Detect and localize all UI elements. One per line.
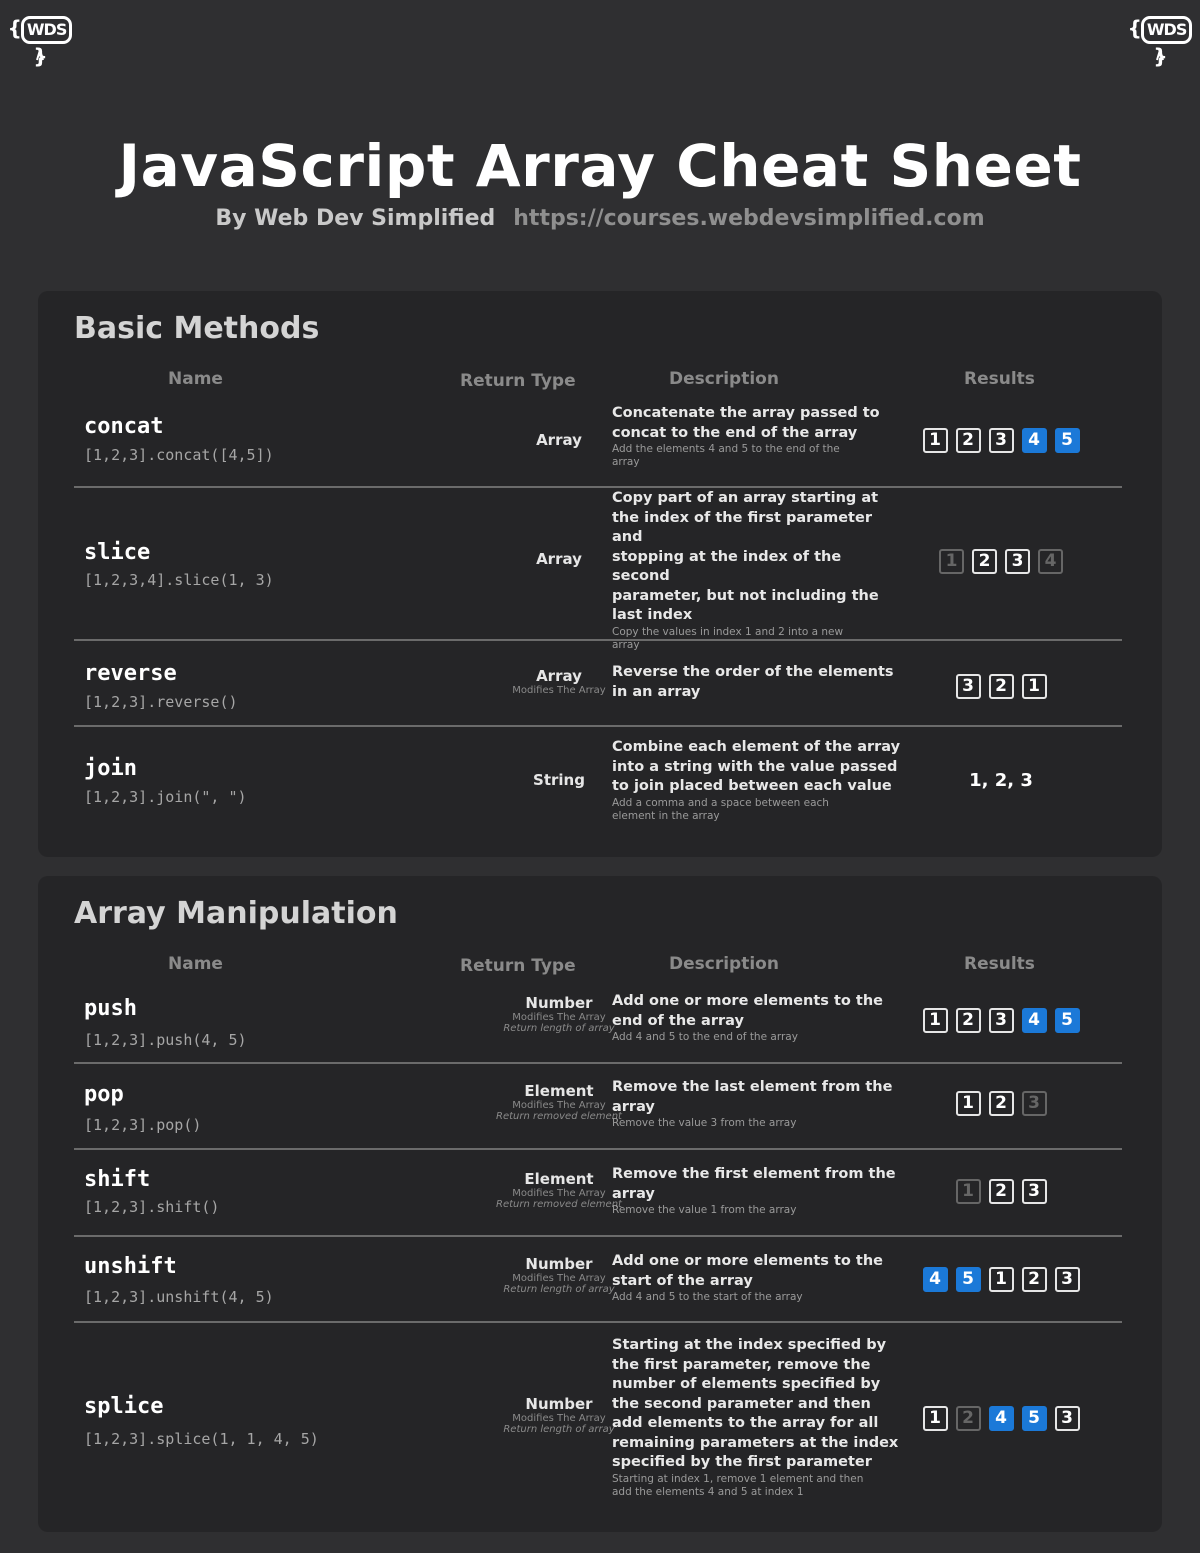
result-cell: 5 [956,1267,981,1292]
description-line: Remove the first element from the [612,1166,896,1182]
result-cell: 4 [923,1267,948,1292]
result-cell: 1 [923,1008,948,1033]
modifies-note: Modifies The Array [512,1012,606,1023]
return-note: Return removed element [496,1199,622,1210]
description-line: Copy part of an array starting at [612,490,879,506]
result-cell: 5 [1055,1008,1080,1033]
byline: By Web Dev Simplified [215,206,496,231]
results [904,1267,1098,1292]
method-name: join [84,756,137,781]
result-cell: 3 [989,428,1014,453]
wds-logo-text: WDS [21,16,72,44]
method-example-code: [1,2,3,4].slice(1, 3) [84,571,274,589]
result-cell: 2 [956,1406,981,1431]
method-row-concat [74,401,1122,488]
return-note: Return removed element [496,1111,622,1122]
return-type-value: Element [524,1082,594,1100]
modifies-note: Modifies The Array [512,685,606,696]
return-type-value: Element [524,1170,594,1188]
return-type-value: String [533,771,585,789]
section-array-manipulation [38,876,1162,1532]
result-cell: 2 [1022,1267,1047,1292]
example-explanation-line: Copy the values in index 1 and 2 into a new [612,625,844,638]
return-note: Return length of array [503,1424,615,1435]
result-cell: 2 [989,1091,1014,1116]
result-cell: 3 [1005,549,1030,574]
description-line: Remove the last element from the [612,1079,893,1095]
result-cell: 4 [1038,549,1063,574]
description-line: number of elements specified by [612,1376,881,1392]
example-explanation-line: Remove the value 1 from the array [612,1204,797,1216]
description [612,663,902,702]
method-name: push [84,996,137,1021]
results [904,428,1098,453]
column-header-results: Results [964,369,1035,389]
wds-logo-text: WDS [1141,16,1192,44]
results [904,1008,1098,1033]
description-line: start of the array [612,1272,753,1289]
results [904,1406,1098,1431]
return-type-value: Number [525,1395,593,1413]
return-note: Return length of array [503,1284,615,1295]
result-cell: 1 [956,1179,981,1204]
result-cell: 3 [1055,1406,1080,1431]
return-type-value: Number [525,1255,593,1273]
result-cell: 2 [956,1008,981,1033]
result-cell: 3 [1022,1091,1047,1116]
column-header-results: Results [964,954,1035,974]
result-cell: 5 [1022,1406,1047,1431]
result-cell: 2 [972,549,997,574]
result-cell: 1 [1022,674,1047,699]
description-line: Reverse the order of the elements [612,664,894,680]
method-row-unshift [74,1239,1122,1323]
description-line: Combine each element of the array [612,739,901,755]
description [612,992,902,1044]
description-line: specified by the first parameter [612,1454,872,1470]
description-line: into a string with the value passed [612,758,898,775]
method-example-code: [1,2,3].shift() [84,1198,220,1216]
description-line: stopping at the index of the second [612,548,842,584]
description-line: the first parameter, remove the [612,1356,871,1373]
method-example-code: [1,2,3].pop() [84,1116,202,1134]
return-type-value: Array [536,667,582,685]
method-row-slice [74,490,1122,651]
result-cell: 3 [956,674,981,699]
method-name: reverse [84,661,177,686]
example-explanation-line: Add 4 and 5 to the end of the array [612,1031,798,1043]
section-basic-methods [38,291,1162,857]
description-line: end of the array [612,1012,744,1029]
method-name: slice [84,540,151,565]
method-example-code: [1,2,3].splice(1, 1, 4, 5) [84,1430,319,1448]
return-type-value: Array [536,431,582,449]
description-line: parameter, but not including the [612,587,879,604]
description-line: concat to the end of the array [612,424,858,441]
method-row-pop [74,1066,1122,1150]
method-name: concat [84,414,164,439]
result-cell: 2 [989,1179,1014,1204]
column-header-return-type: Return Type [460,956,576,976]
wds-logo-icon [1156,48,1164,62]
method-row-push [74,986,1122,1064]
description-line: the second parameter and then [612,1395,871,1412]
result-cell: 4 [1022,1008,1047,1033]
description-line: in an array [612,683,701,700]
result-cell: 3 [1055,1267,1080,1292]
description [612,404,902,469]
description-line: to join placed between each value [612,778,892,794]
modifies-note: Modifies The Array [512,1273,606,1284]
description-line: last index [612,607,693,623]
description-line: Add one or more elements to the [612,993,884,1009]
result-cell: 1 [989,1267,1014,1292]
section-title: Array Manipulation [74,896,398,931]
example-explanation-line: Starting at index 1, remove 1 element and then [612,1472,864,1485]
description [612,489,902,652]
method-name: splice [84,1394,164,1419]
method-example-code: [1,2,3].push(4, 5) [84,1031,247,1049]
results [904,549,1098,574]
example-explanation-line: element in the array [612,809,720,822]
method-example-code: [1,2,3].concat([4,5]) [84,446,274,464]
result-cell: 2 [989,674,1014,699]
results [904,1091,1098,1116]
method-example-code: [1,2,3].unshift(4, 5) [84,1288,274,1306]
column-header-description: Description [669,369,779,389]
description-line: Add one or more elements to the [612,1253,884,1269]
method-name: pop [84,1082,124,1107]
return-type-value: Number [525,994,593,1012]
result-cell: 1 [923,428,948,453]
results [904,674,1098,699]
method-row-join [74,729,1122,829]
description [612,1165,902,1217]
example-explanation-line: array [612,638,640,651]
description-line: add elements to the array for all [612,1415,879,1431]
result-cell: 3 [1022,1179,1047,1204]
modifies-note: Modifies The Array [512,1413,606,1424]
return-type-value: Array [536,550,582,568]
column-header-description: Description [669,954,779,974]
course-link[interactable]: https://courses.webdevsimplified.com [513,206,985,231]
results [904,770,1098,791]
wds-logo-right: { WDS} [1126,12,1194,62]
example-explanation-line: Remove the value 3 from the array [612,1117,797,1129]
method-example-code: [1,2,3].reverse() [84,693,238,711]
method-row-shift [74,1152,1122,1237]
description [612,1078,902,1130]
description-line: Concatenate the array passed to [612,405,880,421]
example-explanation-line: Add the elements 4 and 5 to the end of the [612,443,840,455]
description-line: array [612,1185,655,1202]
result-cell: 1 [956,1091,981,1116]
result-cell: 2 [956,428,981,453]
results [904,1179,1098,1204]
column-header-return-type: Return Type [460,371,576,391]
description-line: the index of the first parameter and [612,509,872,545]
example-explanation-line: Add 4 and 5 to the start of the array [612,1291,803,1303]
subtitle [0,206,1200,231]
result-cell: 5 [1055,428,1080,453]
column-header-name: Name [168,369,223,389]
wds-logo-left: { WDS} [6,12,74,62]
result-cell: 1 [939,549,964,574]
description-line: remaining parameters at the index [612,1434,899,1451]
description [612,1252,902,1304]
description [612,738,902,823]
result-string: 1, 2, 3 [969,770,1033,791]
modifies-note: Modifies The Array [512,1100,606,1111]
result-cell: 4 [989,1406,1014,1431]
result-cell: 3 [989,1008,1014,1033]
description-line: Starting at the index specified by [612,1337,887,1353]
method-row-reverse [74,643,1122,727]
method-row-splice [74,1325,1122,1501]
wds-logo-icon [36,48,44,62]
example-explanation-line: array [612,456,640,468]
return-note: Return length of array [503,1023,615,1034]
description-line: array [612,1098,655,1115]
method-example-code: [1,2,3].join(", ") [84,788,247,806]
description [612,1336,902,1499]
page-title: JavaScript Array Cheat Sheet [118,132,1082,200]
result-cell: 1 [923,1406,948,1431]
section-title: Basic Methods [74,311,320,346]
column-header-name: Name [168,954,223,974]
example-explanation-line: Add a comma and a space between each [612,796,829,809]
example-explanation-line: add the elements 4 and 5 at index 1 [612,1485,804,1498]
method-name: unshift [84,1254,177,1279]
result-cell: 4 [1022,428,1047,453]
modifies-note: Modifies The Array [512,1188,606,1199]
method-name: shift [84,1167,151,1192]
